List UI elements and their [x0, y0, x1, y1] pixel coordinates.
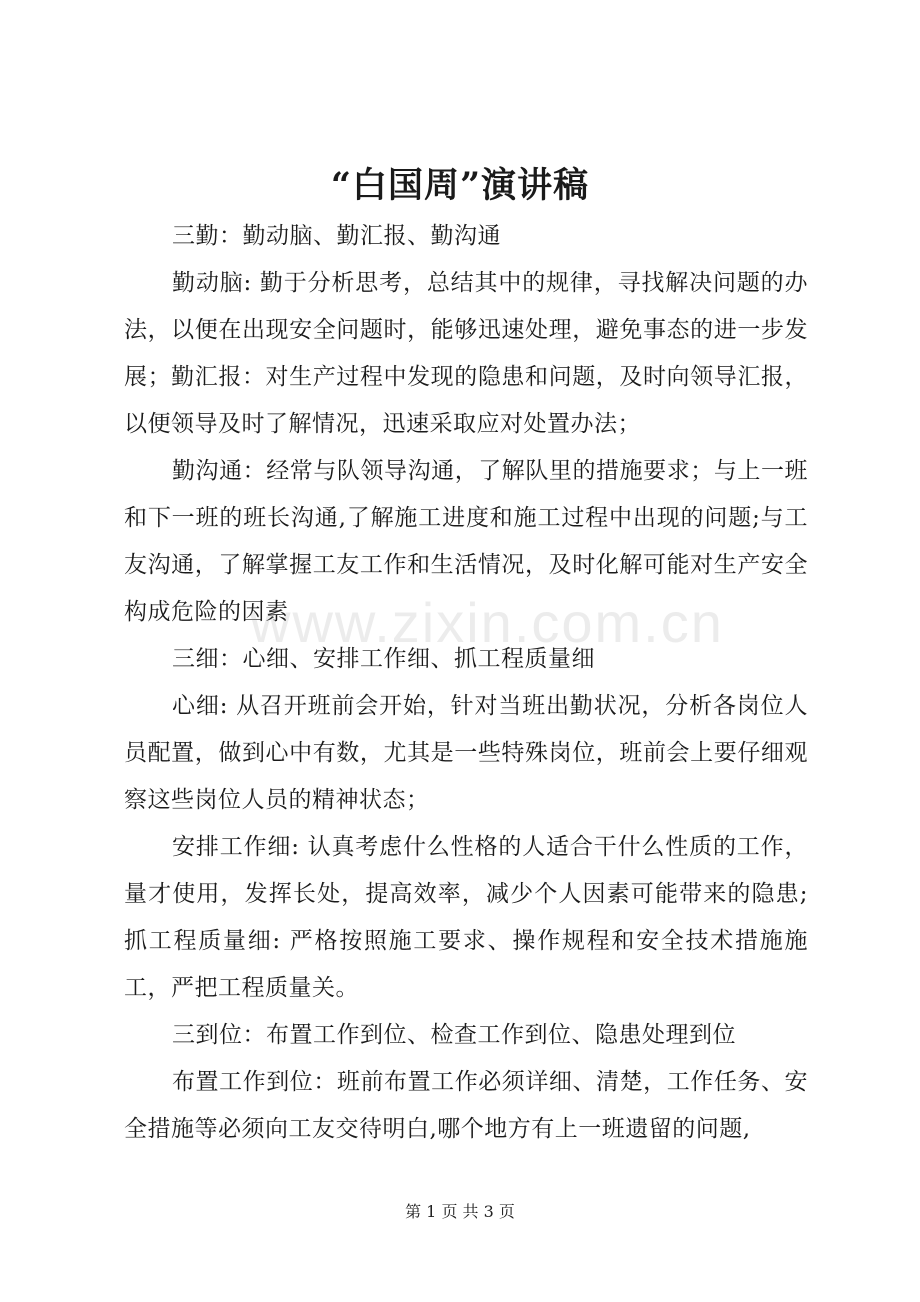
- paragraph-san-dao-wei: 三到位：布置工作到位、检查工作到位、隐患处理到位: [172, 1022, 736, 1048]
- paragraph-san-qin: 三勤：勤动脑、勤汇报、勤沟通: [172, 223, 501, 249]
- paragraph-bu-zhi-gong-zuo: 布置工作到位：班前布置工作必须详细、清楚，工作任务、安全措施等必须向工友交待明白,哪个地方有上一班遗留的问题,: [124, 1069, 808, 1142]
- paragraph-qin-gou-tong: 勤沟通：经常与队领导沟通，了解队里的措施要求；与上一班和下一班的班长沟通,了解施工进度和施工过程中出现的问题;与工友沟通，了解掌握工友工作和生活情况，及时化解可能对生产安全构成危险的因素: [124, 458, 808, 625]
- document-body: [124, 213, 808, 1153]
- paragraph-xin-xi: 心细: 从召开班前会开始，针对当班出勤状况，分析各岗位人员配置，做到心中有数，尤其是一些特殊岗位，班前会上要仔细观察这些岗位人员的精神状态；: [124, 693, 808, 813]
- page-footer: 第 1 页 共 3 页: [405, 1202, 515, 1221]
- document-title: “白国周”演讲稿: [330, 165, 590, 206]
- watermark: www.zixin.com.cn: [250, 591, 724, 654]
- paragraph-qin-dong-nao: 勤动脑: 勤于分析思考，总结其中的规律，寻找解决问题的办法，以便在出现安全问题时，能够迅速处理，避免事态的进一步发展；勤汇报：对生产过程中发现的隐患和问题，及时向领导汇报，以便领导及时了解情况，迅速采取应对处置办法；: [124, 270, 808, 437]
- paragraph-san-xi: 三细：心细、安排工作细、抓工程质量细: [172, 646, 595, 672]
- paragraph-an-pai-gong-zuo-xi: 安排工作细: 认真考虑什么性格的人适合干什么性质的工作，量才使用，发挥长处，提高效率，减少个人因素可能带来的隐患;抓工程质量细: 严格按照施工要求、操作规程和安全技术措施施工，严把工程质量关。: [124, 834, 808, 1001]
